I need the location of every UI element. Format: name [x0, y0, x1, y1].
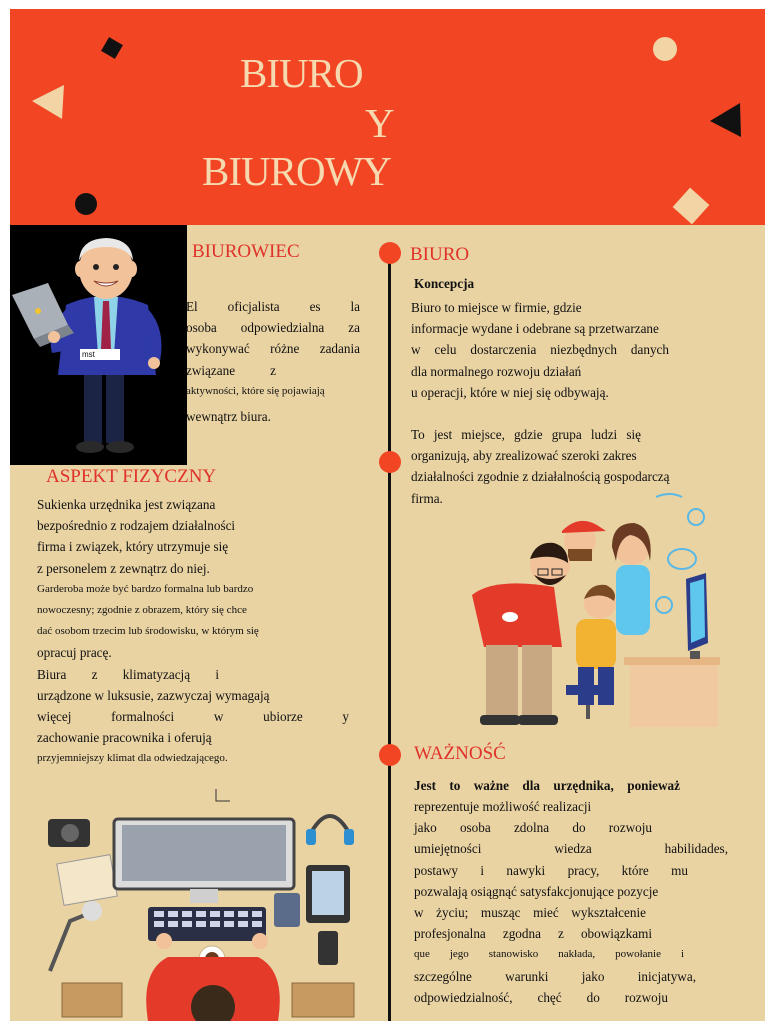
- text-line: profesjonalna zgodna z obowiązkami: [414, 926, 652, 942]
- text-line: que jego stanowisko nakłada, powołanie i: [414, 948, 684, 961]
- text-line: reprezentuje możliwość realizacji: [414, 799, 592, 814]
- text-line: z personelem z zewnątrz do niej.: [37, 560, 210, 576]
- text-line: bezpośrednio z rodzajem działalności: [37, 518, 236, 534]
- biuro-subheading: Koncepcja: [414, 276, 475, 291]
- text-line: Sukienka urzędnika jest związana: [37, 497, 216, 512]
- black-circle-shape: [75, 193, 97, 215]
- text-line: wykonywać różne zadania: [186, 341, 360, 357]
- notebook-icon: [57, 855, 117, 906]
- badge-label: mst: [82, 350, 95, 359]
- text-line: umiejętności wiedza habilidades,: [414, 841, 728, 857]
- timeline-dot-mid: [379, 451, 401, 473]
- text-line: aktywności, które się pojawiają: [186, 384, 325, 397]
- aspekt-text: [37, 494, 349, 770]
- waznosc-lead: [414, 775, 680, 796]
- text-line: działalności zgodnie z działalnością gospodarczą: [411, 469, 670, 485]
- text-line: szczególne warunki jako inicjatywa,: [414, 968, 696, 984]
- text-line: u operacji, które w niej się odbywają.: [411, 384, 609, 400]
- waznosc-heading: WAŻNOŚĆ: [414, 743, 506, 764]
- text-line: w życiu; musząc mieć wykształcenie: [414, 905, 646, 921]
- text-line: organizują, aby zrealizować szeroki zakres: [411, 448, 637, 464]
- text-line: firma.: [411, 490, 443, 506]
- waznosc-text: [414, 796, 728, 1008]
- text-line: urządzone w luksusie, zazwyczaj wymagają: [37, 687, 270, 703]
- phone-icon: [318, 931, 338, 965]
- text-line: jako osoba zdolna do rozwoju: [414, 820, 652, 836]
- cream-diamond-shape: [673, 188, 710, 225]
- text-line: więcej formalności w ubiorze y: [37, 709, 349, 725]
- aspekt-heading: ASPEKT FIZYCZNY: [46, 466, 217, 487]
- biurowiec-heading: BIUROWIEC: [192, 241, 300, 262]
- text-line: firma i związek, który utrzymuje się: [37, 539, 229, 555]
- timeline-dot-biuro: [379, 242, 401, 264]
- text-line: To jest miejsce, gdzie grupa ludzi się: [411, 427, 641, 442]
- text-line: Garderoba może być bardzo formalna lub bardzo: [37, 582, 254, 595]
- biuro-paragraph-1: [411, 297, 696, 403]
- chat-bubble-icon: [668, 549, 696, 569]
- text-line: wewnątrz biura.: [186, 409, 271, 425]
- cream-circle-shape: [653, 37, 677, 61]
- office-worker-illustration: [10, 225, 187, 465]
- cream-triangle-shape: [32, 85, 64, 119]
- text-line: w celu dostarczenia niezbędnych danych: [411, 342, 669, 358]
- text-line: Biuro to miejsce w firmie, gdzie: [411, 300, 582, 315]
- text-line: nowoczesny; zgodnie z obrazem, który się chce: [37, 604, 247, 617]
- biurowiec-text: [186, 296, 360, 427]
- infographic-page: [10, 9, 765, 1021]
- title-line-2: Y: [365, 100, 394, 146]
- text-line: informacje wydane i odebrane są przetwarzane: [411, 321, 659, 337]
- timeline-dot-waznosc: [379, 744, 401, 766]
- magnifier-icon: [656, 597, 672, 613]
- text-line: Jest to ważne dla urzędnika, ponieważ: [414, 778, 680, 793]
- desk-workspace-illustration: [30, 781, 370, 1021]
- smile-icon: [688, 509, 704, 525]
- text-line: związane z: [186, 362, 276, 378]
- desk-icon: [630, 663, 718, 727]
- text-line: opracuj pracę.: [37, 645, 112, 661]
- text-line: El oficjalista es la: [186, 299, 360, 314]
- text-line: dla normalnego rozwoju działań: [411, 363, 582, 379]
- headphones-icon: [312, 816, 348, 831]
- team-at-computer-illustration: [450, 487, 720, 732]
- text-line: dać osobom trzecim lub środowisku, w którym się: [37, 625, 259, 638]
- header-decorations: [10, 9, 765, 225]
- black-square-shape: [101, 37, 123, 59]
- text-line: zachowanie pracownika i oferują: [37, 730, 212, 746]
- text-line: przyjemniejszy klimat dla odwiedzającego.: [37, 752, 228, 765]
- text-line: postawy i nawyki pracy, które mu: [414, 862, 688, 878]
- text-line: pozwalają osiągnąć satysfakcjonujące pozycje: [414, 883, 659, 899]
- text-line: Biura z klimatyzacją i: [37, 666, 219, 682]
- lamp-icon: [50, 913, 90, 971]
- title-line-3: BIUROWY: [202, 148, 391, 194]
- calculator-icon: [274, 893, 300, 927]
- text-line: odpowiedzialność, chęć do rozwoju: [414, 989, 668, 1005]
- biuro-heading: BIURO: [410, 244, 470, 265]
- header-banner: [10, 9, 765, 225]
- text-line: osoba odpowiedzialna za: [186, 320, 360, 336]
- title-line-1: BIURO: [240, 50, 363, 96]
- timeline-line: [388, 249, 391, 1021]
- black-triangle-shape: [710, 103, 741, 137]
- businessman-icon: [10, 225, 187, 465]
